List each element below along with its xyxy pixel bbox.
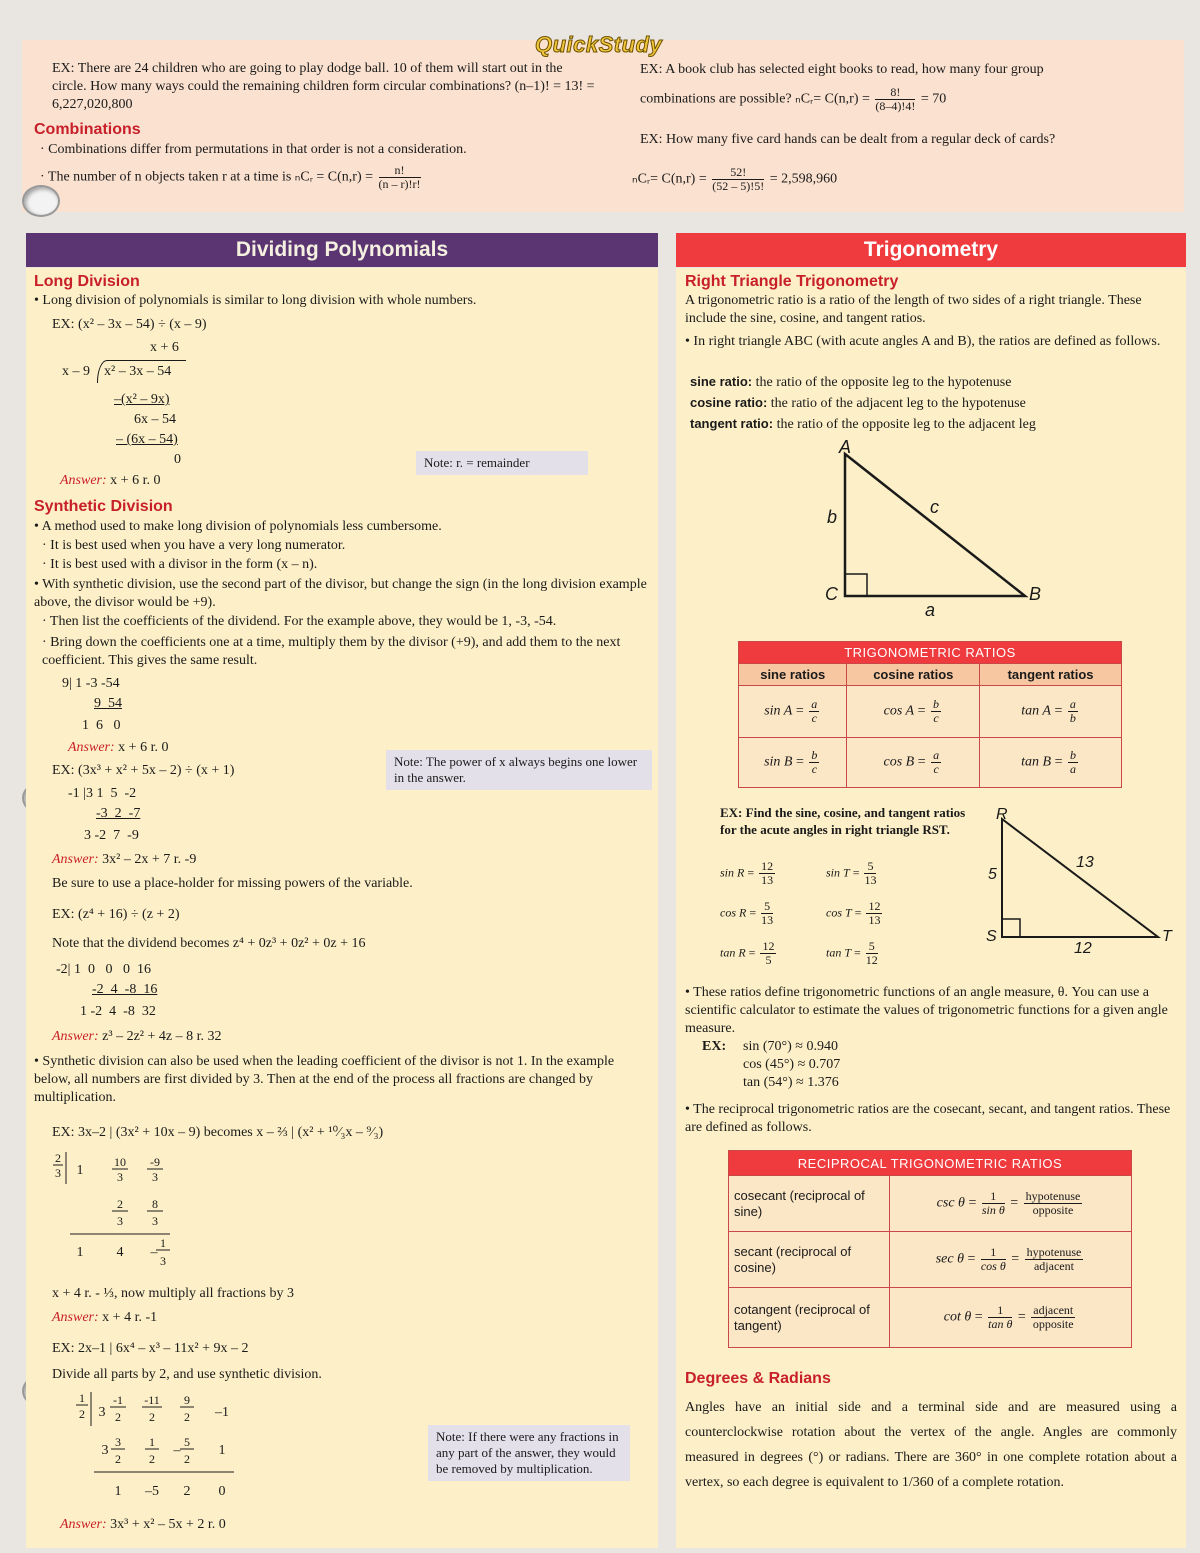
synthetic-ex1-row3: 1 6 0 — [82, 718, 121, 733]
svg-text:-9: -9 — [150, 1155, 160, 1169]
vertex-b-label: B — [1029, 584, 1042, 604]
synthetic-ex3-row2: -2 4 -8 16 — [92, 982, 158, 997]
cosine-ratio-def: cosine ratio: the ratio of the adjacent leg to the hypotenuse — [690, 395, 1026, 411]
svg-text:2: 2 — [79, 1407, 85, 1421]
synthetic-bullet-1: • A method used to make long division of polynomials less cumbersome. — [34, 519, 442, 534]
svg-text:-1: -1 — [113, 1393, 123, 1407]
side-5-label: 5 — [988, 866, 997, 883]
synthetic-ex2-row2: -3 2 -7 — [96, 806, 141, 821]
vertex-a-label: A — [839, 437, 852, 457]
svg-text:2: 2 — [184, 1410, 190, 1424]
svg-text:3: 3 — [98, 1405, 106, 1420]
svg-text:3: 3 — [160, 1254, 166, 1268]
svg-text:2: 2 — [115, 1452, 121, 1466]
combinations-bullet-1: · Combinations differ from permutations in that order is not a consideration. — [40, 142, 467, 157]
long-division-quotient: x + 6 — [150, 340, 179, 355]
vertex-s-label: S — [986, 928, 997, 945]
synthetic-ex5-answer: Answer: 3x³ + x² – 5x + 2 r. 0 — [60, 1517, 226, 1532]
triangle-rst-diagram — [980, 805, 1180, 955]
svg-text:3: 3 — [152, 1214, 158, 1228]
synthetic-ex5: EX: 2x–1 | 6x⁴ – x³ – 11x² + 9x – 2 — [52, 1341, 249, 1356]
svg-text:2: 2 — [149, 1452, 155, 1466]
dividing-polynomials-header: Dividing Polynomials — [26, 233, 658, 267]
svg-text:2: 2 — [55, 1151, 61, 1165]
svg-text:3: 3 — [152, 1170, 158, 1184]
ex-card-hands-formula: ₙCᵣ= C(n,r) = $\frac{52!}{(52 - 5)!5!}$ = 2,598,960 — [632, 165, 838, 193]
svg-text:2: 2 — [184, 1452, 190, 1466]
synthetic-ex1-row1: 9| 1 -3 -54 — [62, 676, 120, 691]
side-a-label: a — [925, 600, 936, 620]
synthetic-ex2-row3: 3 -2 7 -9 — [84, 828, 139, 843]
leading-coefficient-bullet: • Synthetic division can also be used when the leading coefficient of the divisor is not 1. In the example below, all numbers are first divided by 3. Then at the end of the process all fractions are changed by multiplication. — [34, 1054, 615, 1105]
synthetic-ex3: EX: (z⁴ + 16) ÷ (z + 2) — [52, 907, 180, 922]
side-13-label: 13 — [1076, 854, 1094, 871]
long-division-title: Long Division — [34, 273, 140, 290]
synthetic-bullet-2: · It is best used when you have a very long numerator. — [42, 538, 346, 553]
svg-text:2: 2 — [117, 1197, 123, 1211]
note-power: Note: The power of x always begins one lower in the answer. — [386, 750, 652, 790]
synthetic-bullet-3: · It is best used with a divisor in the form (x – n). — [42, 557, 318, 572]
trig-functions-bullet: • These ratios define trigonometric functions of an angle measure, θ. You can use a scientific calculator to estimate the values of trigonometric functions for a given angle measure. — [685, 985, 1168, 1036]
rst-ratio-grid: sin R = $\frac{12}{13}$ sin T = $\frac{5}{13}$ cos R = $\frac{5}{13}$ cos T = $\frac{12}{13}$ tan R = $\frac{12}{5}$ tan T = $\frac{5}{12}$ — [720, 859, 881, 967]
svg-text:1: 1 — [114, 1484, 122, 1499]
synthetic-ex3-answer: Answer: z³ – 2z² + 4z – 8 r. 32 — [52, 1029, 222, 1044]
ex-dodge-ball: EX: There are 24 children who are going to play dodge ball. 10 of them will start out in the circle. How many ways could the remaining children form circular combinations? (n–1)! = 13! = 6,227,020,800 — [52, 61, 595, 112]
note-fractions: Note: If there were any fractions in any part of the answer, they would be removed by multiplication. — [428, 1425, 630, 1481]
note-remainder: Note: r. = remainder — [416, 451, 588, 475]
svg-text:9: 9 — [184, 1393, 190, 1407]
triangle-abc-diagram — [815, 436, 1055, 621]
synthetic-bullet-6: · Bring down the coefficients one at a time, multiply them by the divisor (+9), and add them to the next coefficient. This gives the same result. — [42, 635, 621, 668]
tangent-ratio-def: tangent ratio: the ratio of the opposite leg to the adjacent leg — [690, 416, 1036, 432]
synthetic-ex5-work — [72, 1390, 242, 1505]
vertex-r-label: R — [996, 806, 1008, 823]
sine-ratio-def: sine ratio: the ratio of the opposite leg to the hypotenuse — [690, 374, 1012, 390]
trig-functions-ex-label: EX: — [702, 1039, 727, 1054]
rst-example: EX: Find the sine, cosine, and tangent ratios for the acute angles in right triangle RST. — [720, 805, 966, 837]
long-division-example: EX: (x² – 3x – 54) ÷ (x – 9) — [52, 317, 207, 332]
vertex-c-label: C — [825, 584, 838, 604]
svg-text:3: 3 — [117, 1170, 123, 1184]
svg-text:–5: –5 — [145, 1484, 159, 1499]
trigonometry-header: Trigonometry — [676, 233, 1186, 267]
svg-text:10: 10 — [114, 1155, 126, 1169]
svg-text:2: 2 — [149, 1410, 155, 1424]
degrees-radians-title: Degrees & Radians — [685, 1370, 831, 1387]
long-division-divisor: x – 9 — [62, 364, 90, 379]
svg-text:5: 5 — [184, 1435, 190, 1449]
long-division-bullet: • Long division of polynomials is similar to long division with whole numbers. — [34, 293, 477, 308]
reciprocal-ratios-table: RECIPROCAL TRIGONOMETRIC RATIOS cosecant (reciprocal of sine) csc θ = $\frac{1}{\text{sin θ}}$ = $\frac{\text{hypotenuse}}{\text{opposite}}$ secant (reciprocal of cosine) sec θ = $\frac{1}{\text{cos θ}}$ = $\frac{\text{hypotenuse}}{\text{adjacent}}$ cotangent (reciprocal of tangent) cot θ = $\frac{1}{\text{tan θ}}$ = $\frac{\text{adjacent}}{\text{opposite}}$ — [728, 1150, 1132, 1348]
svg-text:–1: –1 — [215, 1405, 229, 1420]
trig-functions-ex-3: tan (54°) ≈ 1.376 — [743, 1075, 839, 1090]
placeholder-tip: Be sure to use a place-holder for missing powers of the variable. — [52, 876, 413, 891]
synthetic-ex3-row1: -2| 1 0 0 0 16 — [56, 962, 151, 977]
svg-text:1: 1 — [218, 1443, 226, 1458]
svg-text:–: – — [150, 1245, 158, 1260]
long-division-step-3: – (6x – 54) — [116, 432, 178, 447]
vertex-t-label: T — [1162, 928, 1172, 945]
synthetic-ex4-result: x + 4 r. - ⅓, now multiply all fractions by 3 — [52, 1286, 294, 1301]
svg-text:-11: -11 — [144, 1393, 160, 1407]
svg-text:–: – — [173, 1443, 181, 1458]
ex-card-hands: EX: How many five card hands can be dealt from a regular deck of cards? — [640, 132, 1056, 147]
ex-book-club: EX: A book club has selected eight books to read, how many four group — [640, 62, 1044, 77]
trigonometric-ratios-table: TRIGONOMETRIC RATIOS sine ratios cosine ratios tangent ratios sin A = $\frac{a}{c}$ cos A = $\frac{b}{c}$ tan A = $\frac{a}{b}$ sin B = $\frac{b}{c}$ cos B = $\frac{a}{c}$ tan B = $\frac{b}{a}$ — [738, 641, 1122, 788]
svg-text:3: 3 — [115, 1435, 121, 1449]
svg-text:2: 2 — [183, 1484, 191, 1499]
svg-text:3: 3 — [55, 1166, 61, 1180]
side-b-label: b — [827, 507, 838, 527]
synthetic-ex1-answer: Answer: x + 6 r. 0 — [68, 740, 169, 755]
svg-text:3: 3 — [101, 1443, 109, 1458]
svg-text:8: 8 — [152, 1197, 158, 1211]
long-division-dividend: x² – 3x – 54 — [104, 364, 172, 379]
long-division-answer: Answer: x + 6 r. 0 — [60, 473, 161, 488]
right-triangle-intro: A trigonometric ratio is a ratio of the length of two sides of a right triangle. These include the sine, cosine, and tangent ratios. — [685, 293, 1142, 326]
synthetic-ex3-note: Note that the dividend becomes z⁴ + 0z³ + 0z² + 0z + 16 — [52, 936, 366, 951]
svg-text:1: 1 — [160, 1236, 166, 1250]
brand-logo: QuickStudy — [535, 32, 663, 57]
synthetic-ex5-instruction: Divide all parts by 2, and use synthetic division. — [52, 1367, 322, 1382]
binder-hole-1 — [22, 185, 60, 217]
combinations-bullet-2: · The number of n objects taken r at a time is ₙCᵣ = C(n,r) = $\frac{n!}{(n - r)!r!}$ — [40, 163, 421, 191]
synthetic-ex4: EX: 3x–2 | (3x² + 10x – 9) becomes x – ⅔ | (x² + ¹⁰⁄₃x – ⁹⁄₃) — [52, 1125, 384, 1140]
trig-functions-ex-2: cos (45°) ≈ 0.707 — [743, 1057, 841, 1072]
svg-text:1: 1 — [149, 1435, 155, 1449]
svg-text:4: 4 — [116, 1245, 124, 1260]
synthetic-ex1-row2: 9 54 — [94, 696, 122, 711]
long-division-step-2: 6x – 54 — [134, 412, 176, 427]
long-division-step-4: 0 — [174, 452, 181, 467]
synthetic-ex2-answer: Answer: 3x² – 2x + 7 r. -9 — [52, 852, 197, 867]
long-division-step-1: –(x² – 9x) — [114, 392, 170, 407]
synthetic-ex4-answer: Answer: x + 4 r. -1 — [52, 1310, 158, 1325]
degrees-radians-text: Angles have an initial side and a terminal side and are measured using a counterclockwise rotation about the vertex of the angle. Angles are commonly measured in degrees (°) or radians. There are 360° in one complete rotation about a vertex, so each degree is equivalent to 1/360 of a complete rotation. — [685, 1400, 1177, 1490]
svg-text:3: 3 — [117, 1214, 123, 1228]
svg-text:1: 1 — [76, 1163, 84, 1178]
synthetic-ex2-row1: -1 |3 1 5 -2 — [68, 786, 137, 801]
synthetic-ex4-work — [50, 1150, 200, 1275]
svg-text:1: 1 — [79, 1391, 85, 1405]
synthetic-bullet-4: • With synthetic division, use the second part of the divisor, but change the sign (in the long division example above, the divisor would be +9). — [34, 577, 647, 610]
svg-text:1: 1 — [76, 1245, 84, 1260]
synthetic-ex2: EX: (3x³ + x² + 5x – 2) ÷ (x + 1) — [52, 763, 235, 778]
side-c-label: c — [930, 497, 939, 517]
synthetic-ex3-row3: 1 -2 4 -8 32 — [80, 1004, 156, 1019]
right-triangle-title: Right Triangle Trigonometry — [685, 273, 899, 290]
combinations-title: Combinations — [34, 121, 141, 138]
svg-text:0: 0 — [218, 1484, 226, 1499]
svg-text:2: 2 — [115, 1410, 121, 1424]
right-triangle-bullet: • In right triangle ABC (with acute angles A and B), the ratios are defined as follows. — [685, 334, 1161, 349]
reciprocal-bullet: • The reciprocal trigonometric ratios are the cosecant, secant, and tangent ratios. These are defined as follows. — [685, 1102, 1171, 1135]
synthetic-bullet-5: · Then list the coefficients of the dividend. For the example above, they would be 1, -3, -54. — [42, 614, 557, 629]
ex-book-club-formula: combinations are possible? ₙCᵣ= C(n,r) = $\frac{8!}{(8-4)!4!}$ = 70 — [640, 85, 947, 113]
side-12-label: 12 — [1074, 940, 1092, 955]
synthetic-division-title: Synthetic Division — [34, 498, 173, 515]
trig-functions-ex-1: sin (70°) ≈ 0.940 — [743, 1039, 838, 1054]
